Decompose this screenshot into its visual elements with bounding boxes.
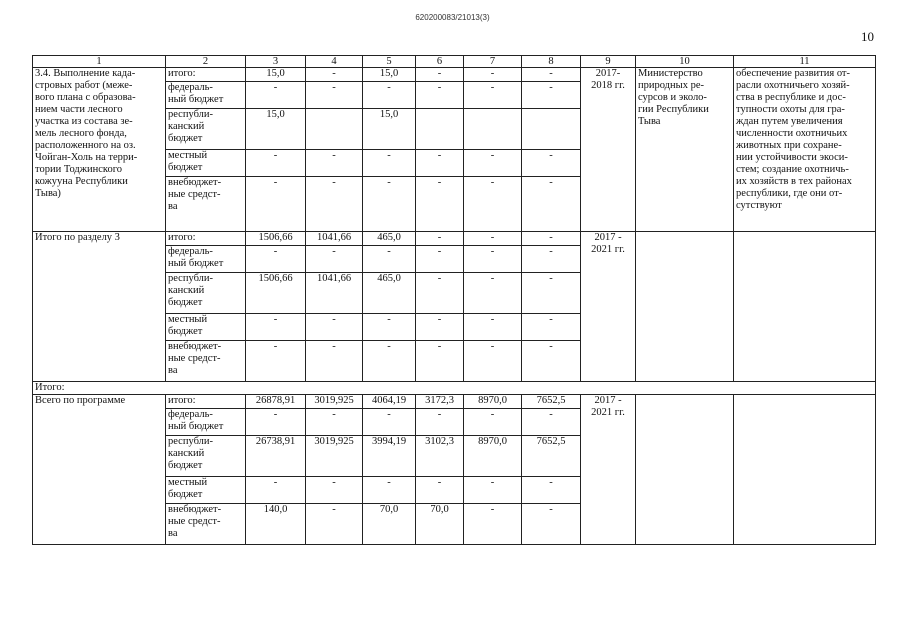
column-header: 1 — [33, 56, 166, 68]
funding-value: - — [306, 177, 363, 232]
page-number: 10 — [861, 29, 874, 44]
funding-value: - — [363, 150, 416, 177]
funding-value: - — [416, 68, 464, 82]
funding-value — [306, 109, 363, 150]
funding-value: - — [464, 341, 522, 382]
column-header: 11 — [734, 56, 876, 68]
funding-value: - — [464, 409, 522, 436]
funding-value: - — [522, 314, 581, 341]
column-header: 3 — [246, 56, 306, 68]
funding-source: республи- канский бюджет — [166, 273, 246, 314]
funding-value: - — [306, 477, 363, 504]
funding-value: - — [464, 246, 522, 273]
funding-source: федераль- ный бюджет — [166, 82, 246, 109]
funding-value: - — [246, 477, 306, 504]
expected-result: обеспечение развития от- расли охотничьего хозяй- ства в республике и дос- тупности охоты для гра- ждан путем увеличения численности охотничьих животных при сохране- нии устойчивости экоси- стем; создание охотничь- их хозяйств в тех районах республики, где они от- сутствуют — [734, 68, 876, 232]
funding-value: - — [306, 314, 363, 341]
funding-value: - — [522, 177, 581, 232]
funding-value: 7652,5 — [522, 395, 581, 409]
funding-value: - — [416, 232, 464, 246]
funding-value: 70,0 — [363, 504, 416, 545]
funding-value: 1041,66 — [306, 273, 363, 314]
column-header: 10 — [636, 56, 734, 68]
funding-value: 3102,3 — [416, 436, 464, 477]
funding-value: - — [416, 177, 464, 232]
funding-value: - — [416, 150, 464, 177]
funding-value: - — [363, 477, 416, 504]
funding-value — [522, 109, 581, 150]
funding-value: 3172,3 — [416, 395, 464, 409]
funding-source: внебюджет- ные средст- ва — [166, 504, 246, 545]
funding-value: 26878,91 — [246, 395, 306, 409]
funding-value: - — [306, 246, 363, 273]
period: 2017 - 2021 гг. — [581, 395, 636, 545]
header-row — [33, 56, 876, 68]
funding-value: - — [363, 314, 416, 341]
funding-value: 1506,66 — [246, 232, 306, 246]
total-label: Итого: — [33, 382, 876, 395]
funding-value: - — [522, 341, 581, 382]
funding-value: - — [522, 82, 581, 109]
funding-value: - — [246, 150, 306, 177]
column-header: 2 — [166, 56, 246, 68]
funding-value: - — [464, 68, 522, 82]
funding-value: - — [416, 314, 464, 341]
funding-value: - — [416, 409, 464, 436]
funding-source: итого: — [166, 395, 246, 409]
funding-value: - — [246, 314, 306, 341]
funding-value: - — [306, 341, 363, 382]
column-header: 6 — [416, 56, 464, 68]
event-name: Всего по программе — [33, 395, 166, 545]
funding-value: - — [522, 273, 581, 314]
funding-source: федераль- ный бюджет — [166, 409, 246, 436]
funding-value: - — [522, 150, 581, 177]
funding-value — [416, 109, 464, 150]
funding-value: - — [306, 409, 363, 436]
funding-source: местный бюджет — [166, 314, 246, 341]
period: 2017- 2018 гг. — [581, 68, 636, 232]
funding-value: - — [246, 82, 306, 109]
funding-source: республи- канский бюджет — [166, 109, 246, 150]
funding-source: итого: — [166, 232, 246, 246]
funding-value: - — [416, 246, 464, 273]
funding-value: - — [416, 82, 464, 109]
period: 2017 - 2021 гг. — [581, 232, 636, 382]
total-row — [33, 382, 876, 395]
funding-value: - — [246, 177, 306, 232]
funding-value — [464, 109, 522, 150]
funding-value: - — [522, 68, 581, 82]
funding-value: - — [464, 504, 522, 545]
funding-value: - — [522, 246, 581, 273]
funding-source: республи- канский бюджет — [166, 436, 246, 477]
funding-value: - — [306, 82, 363, 109]
funding-value: - — [464, 314, 522, 341]
executor — [636, 395, 734, 545]
funding-value: 70,0 — [416, 504, 464, 545]
funding-value: 15,0 — [246, 68, 306, 82]
funding-source: местный бюджет — [166, 477, 246, 504]
funding-value: 15,0 — [363, 68, 416, 82]
funding-value: - — [246, 246, 306, 273]
funding-value: - — [464, 232, 522, 246]
funding-value: - — [416, 273, 464, 314]
column-header: 5 — [363, 56, 416, 68]
funding-value: 1041,66 — [306, 232, 363, 246]
funding-source: итого: — [166, 68, 246, 82]
funding-value: - — [363, 246, 416, 273]
funding-value: - — [306, 68, 363, 82]
executor — [636, 232, 734, 382]
funding-value: - — [246, 341, 306, 382]
expected-result — [734, 232, 876, 382]
funding-source: местный бюджет — [166, 150, 246, 177]
funding-value: 3019,925 — [306, 436, 363, 477]
funding-value: 4064,19 — [363, 395, 416, 409]
table-row — [33, 68, 876, 82]
event-name: Итого по разделу 3 — [33, 232, 166, 382]
funding-value: - — [363, 341, 416, 382]
funding-value: - — [363, 82, 416, 109]
document-id: 620200083/21013(3) — [415, 13, 490, 22]
funding-value: - — [306, 150, 363, 177]
funding-value: - — [416, 477, 464, 504]
column-header: 7 — [464, 56, 522, 68]
funding-value: - — [363, 409, 416, 436]
funding-value: - — [522, 409, 581, 436]
funding-value: - — [464, 177, 522, 232]
funding-value: - — [464, 82, 522, 109]
funding-value: 465,0 — [363, 273, 416, 314]
funding-value: - — [363, 177, 416, 232]
funding-value: - — [522, 232, 581, 246]
funding-value: - — [522, 477, 581, 504]
program-table — [32, 55, 876, 545]
funding-source: внебюджет- ные средст- ва — [166, 341, 246, 382]
funding-value: 8970,0 — [464, 395, 522, 409]
funding-value: - — [464, 477, 522, 504]
funding-value: - — [522, 504, 581, 545]
funding-value: 3994,19 — [363, 436, 416, 477]
funding-value: 1506,66 — [246, 273, 306, 314]
funding-value: 15,0 — [363, 109, 416, 150]
expected-result — [734, 395, 876, 545]
funding-value: 3019,925 — [306, 395, 363, 409]
funding-value: 15,0 — [246, 109, 306, 150]
funding-value: - — [464, 273, 522, 314]
funding-value: - — [416, 341, 464, 382]
funding-value: - — [306, 504, 363, 545]
funding-value: - — [464, 150, 522, 177]
funding-value: 465,0 — [363, 232, 416, 246]
event-name: 3.4. Выполнение када- стровых работ (меже- вого плана с образова- нием части лесного участка из состава зе- мель лесного фонда, расположенного на оз. Чойган-Холь на терри- тории Тоджинского кожууна Республики Тыва) — [33, 68, 166, 232]
column-header: 8 — [522, 56, 581, 68]
executor: Министерство природных ре- сурсов и эколо- гии Республики Тыва — [636, 68, 734, 232]
funding-source: федераль- ный бюджет — [166, 246, 246, 273]
column-header: 4 — [306, 56, 363, 68]
funding-value: 8970,0 — [464, 436, 522, 477]
column-header: 9 — [581, 56, 636, 68]
funding-value: - — [246, 409, 306, 436]
funding-value: 7652,5 — [522, 436, 581, 477]
funding-value: 140,0 — [246, 504, 306, 545]
funding-value: 26738,91 — [246, 436, 306, 477]
funding-source: внебюджет- ные средст- ва — [166, 177, 246, 232]
table-row — [33, 395, 876, 409]
table-row — [33, 232, 876, 246]
